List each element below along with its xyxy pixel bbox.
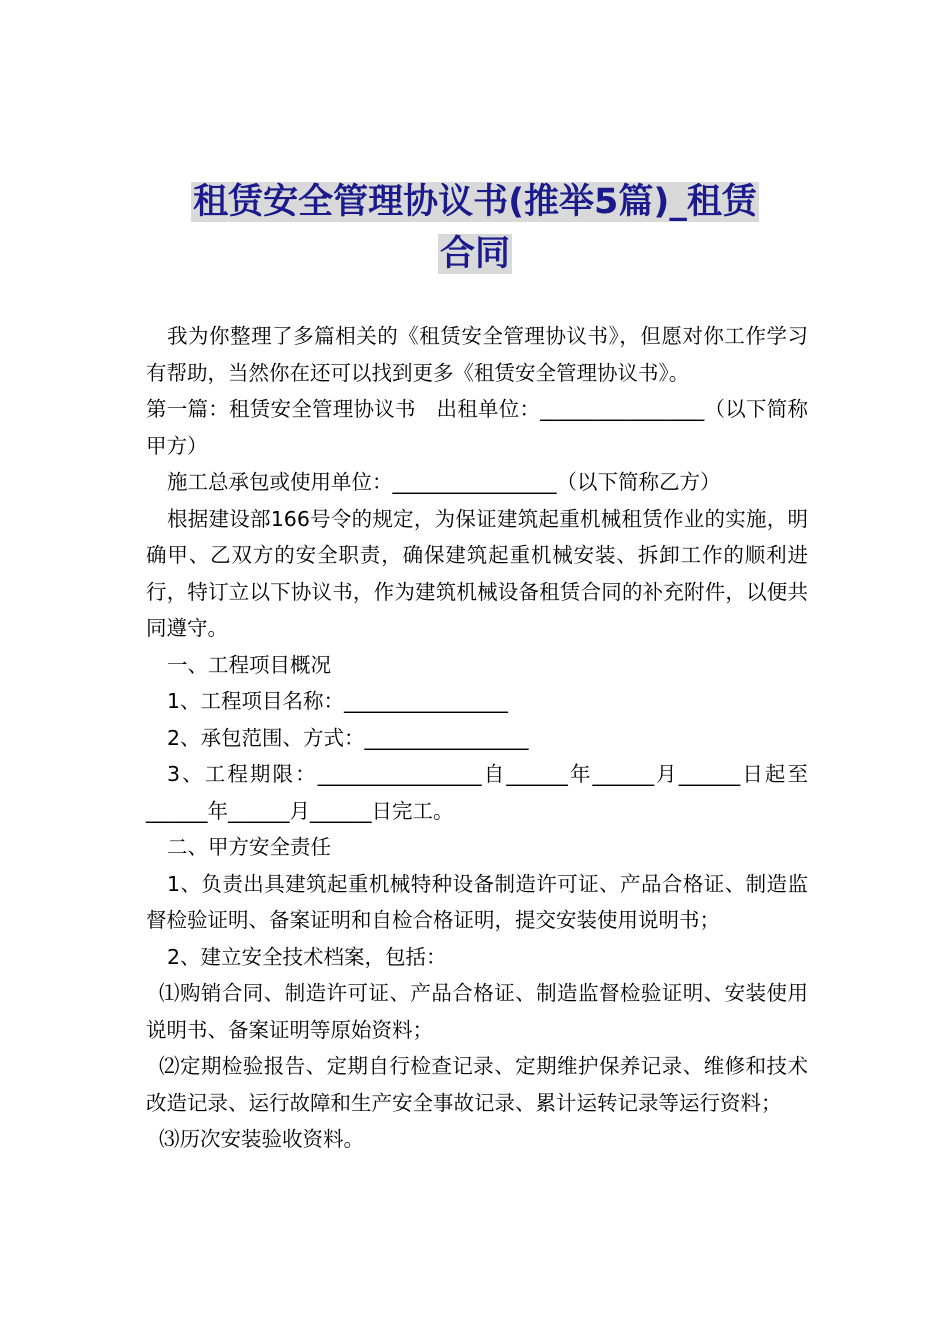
document-title (140, 176, 810, 280)
archive-item-1: ⑴购销合同、制造许可证、产品合格证、制造监督检验证明、安装使用说明书、备案证明等原始资料； (146, 981, 808, 1042)
archive-item-2: ⑵定期检验报告、定期自行检查记录、定期维护保养记录、维修和技术改造记录、运行故障和生产安全事故记录、累计运转记录等运行资料； (146, 1054, 808, 1115)
project-name-line: 1、工程项目名称：________________ (167, 689, 509, 713)
party-a-duty-2: 2、建立安全技术档案，包括： (167, 944, 447, 969)
document-body (146, 318, 808, 1158)
title-line-2: 合同 (439, 234, 510, 274)
section-heading-2: 二、甲方安全责任 (167, 835, 331, 859)
party-a-duty-1: 1、负责出具建筑起重机械特种设备制造许可证、产品合格证、制造监督检验证明、备案证明和自检合格证明，提交安装使用说明书； (146, 871, 808, 932)
title-line-1: 租赁安全管理协议书(推举5篇)_租赁 (193, 182, 757, 222)
party-b-line: 施工总承包或使用单位：________________（以下简称乙方） (167, 470, 721, 494)
part-one-heading: 第一篇：租赁安全管理协议书 出租单位：________________（以下简称甲方） (146, 397, 808, 458)
preamble-paragraph: 根据建设部166号令的规定，为保证建筑起重机械租赁作业的实施，明确甲、乙双方的安全职责，确保建筑起重机械安装、拆卸工作的顺利进行，特订立以下协议书，作为建筑机械设备租赁合同的补充附件，以便共同遵守。 (146, 506, 808, 640)
archive-item-3: ⑶历次安装验收资料。 (159, 1127, 364, 1151)
intro-paragraph: 我为你整理了多篇相关的《租赁安全管理协议书》，但愿对你工作学习有帮助，当然你在还可以找到更多《租赁安全管理协议书》。 (146, 324, 808, 385)
section-heading-1: 一、工程项目概况 (167, 652, 331, 677)
scope-line: 2、承包范围、方式：________________ (167, 725, 529, 750)
period-line: 3、工程期限：________________自______年______月______日起至______年______月______日完工。 (146, 762, 808, 823)
